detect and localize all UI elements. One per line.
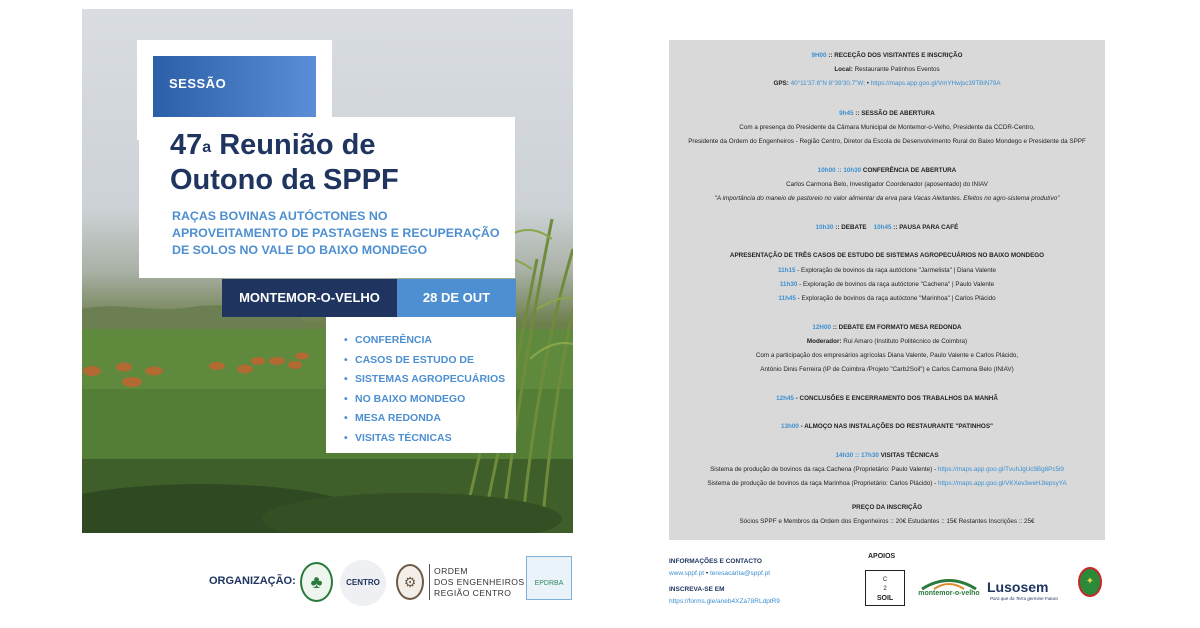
title-number: 47 — [170, 129, 203, 161]
oe-line: REGIÃO CENTRO — [434, 588, 512, 598]
oe-line: DOS ENGENHEIROS — [434, 577, 525, 587]
title-line1: Reunião de — [211, 129, 376, 161]
case-study-item: 11h30 - Exploração de bovinos da raça autóctone "Cachena" | Paulo Valente — [779, 281, 995, 288]
moderator-line: Moderador: Rui Amaro (Instituto Politécnico de Coimbra) — [806, 338, 968, 345]
opening-line: Presidente da Ordem do Engenheiros - Região Centro, Diretor da Escola de Desenvolvimento Rural do Baixo Mondego e Presidente da SPPF — [688, 138, 1086, 145]
reception-heading: 9H00 :: RECEÇÃO DOS VISITANTES E INSCRIÇÃO — [811, 52, 963, 59]
visit-item: Sistema de produção de bovinos da raça Marinhoa (Proprietário: Carlos Plácido) - https://maps.app.goo.gl/VKXev3weHJtepsyYA — [707, 480, 1067, 487]
visit-map-link[interactable]: https://maps.app.goo.gl/VKXev3weHJtepsyYA — [937, 480, 1067, 487]
subtitle-line: RAÇAS BOVINAS AUTÓCTONES NO — [172, 209, 388, 223]
title-superscript: a — [202, 139, 212, 156]
topic-item: • CASOS DE ESTUDO DE — [344, 351, 516, 371]
subtitle-line: DE SOLOS NO VALE DO BAIXO MONDEGO — [172, 243, 428, 257]
info-contact-title: INFORMAÇÕES E CONTACTO — [669, 558, 762, 565]
visit-item: Sistema de produção de bovinos da raça Cachena (Proprietário: Paulo Valente) - https://maps.app.goo.gl/TvuhJgUc9Bg8Pc5i9 — [710, 466, 1064, 473]
case-study-item: 11h15 - Exploração de bovinos da raça autóctone "Jarmelista" | Diana Valente — [777, 267, 997, 274]
lusosem-tagline: Para que da Terra germine Futuro — [990, 596, 1058, 601]
carb-soil-text: SOIL — [876, 595, 894, 602]
centro-logo: CENTRO — [340, 560, 386, 606]
visit-map-link[interactable]: https://maps.app.goo.gl/TvuhJgUc9Bg8Pc5i9 — [937, 466, 1064, 473]
case-studies-heading: APRESENTAÇÃO DE TRÊS CASOS DE ESTUDO DE SISTEMAS AGROPECUÁRIOS NO BAIXO MONDEGO — [729, 252, 1045, 259]
date-badge: 28 DE OUT — [397, 279, 516, 317]
case-study-item: 11h45 - Exploração de bovinos da raça autóctone "Marinhoa" | Carlos Plácido — [778, 295, 996, 302]
topic-item: • VISITAS TÉCNICAS — [344, 429, 516, 449]
register-title: INSCREVA-SE EM — [669, 586, 725, 593]
email-link[interactable]: teresacarita@sppf.pt — [709, 570, 771, 577]
conclusions-heading: 12h45 - CONCLUSÕES E ENCERRAMENTO DOS TRABALHOS DA MANHÃ — [776, 395, 998, 402]
conference-quote: "A importância do maneio de pastoreio no valor alimentar da erva para Vacas Aleitantes. Efeitos no agro-sistema produtivo" — [714, 195, 1060, 202]
opening-heading: 9h45 :: SESSÃO DE ABERTURA — [839, 110, 935, 117]
montemor-text: montemor-o-velho — [918, 590, 980, 597]
carb2soil-logo — [865, 570, 905, 606]
visits-heading: 14h30 :: 17h30 VISITAS TÉCNICAS — [835, 452, 939, 459]
participants-line: António Dinis Ferreira (IP de Coimbra /Projeto "Carb2Soil") e Carlos Carmona Belo (INIAV) — [760, 366, 1014, 373]
oe-line: ORDEM — [434, 566, 468, 576]
reception-location: Local: Restaurante Patinhos Eventos — [834, 66, 940, 73]
ordem-engenheiros-text — [434, 566, 525, 599]
subtitle-line: APROVEITAMENTO DE PASTAGENS E RECUPERAÇÃO — [172, 226, 500, 240]
topics-list — [326, 317, 516, 453]
gps-map-link[interactable]: https://maps.app.goo.gl/VmYHwjsc39TBiN79A — [870, 80, 1001, 87]
price-heading: PREÇO DA INSCRIÇÃO — [851, 504, 923, 511]
contact-links: www.sppf.pt • teresacarita@sppf.pt — [669, 570, 771, 577]
organization-label: ORGANIZAÇÃO: — [209, 575, 296, 587]
participants-line: Com a participação dos empresários agrícolas Diana Valente, Paulo Valente e Carlos Plácido, — [755, 352, 1019, 359]
session-label: SESSÃO — [153, 56, 316, 117]
program-panel — [669, 40, 1105, 540]
location-badge: MONTEMOR-O-VELHO — [222, 279, 397, 317]
topic-item: • CONFERÊNCIA — [344, 331, 516, 351]
opening-line: Com a presença do Presidente da Câmara Municipal de Montemor-o-Velho, Presidente da CCDR-Centro, — [739, 124, 1035, 131]
topic-item: • SISTEMAS AGROPECUÁRIOS — [344, 370, 516, 390]
topic-item: • MESA REDONDA — [344, 409, 516, 429]
lusosem-logo: Lusosem — [987, 579, 1049, 595]
logo-divider — [429, 564, 430, 600]
ordem-engenheiros-crest-icon: ⚙ — [396, 564, 424, 600]
register-link[interactable]: https://forms.gle/aneb4XZa78RLdptR9 — [669, 598, 780, 605]
sponsors-title: APOIOS — [868, 553, 896, 560]
debate-break-line: 10h30 :: DEBATE 10h45 :: PAUSA PARA CAFÉ — [815, 224, 959, 231]
round-table-heading: 12H00 :: DEBATE EM FORMATO MESA REDONDA — [812, 324, 962, 331]
conference-heading: 10h00 :: 10h30 CONFERÊNCIA DE ABERTURA — [817, 167, 957, 174]
carb-line: 2 — [883, 586, 887, 592]
price-line: Sócios SPPF e Membros da Ordem dos Engenheiros :: 20€ Estudantes :: 15€ Restantes Inscrições :: 25€ — [739, 518, 1035, 525]
montemor-logo — [914, 576, 984, 604]
reception-gps: GPS: 40°11'37.6"N 8°39'30.7"W; • https://maps.app.goo.gl/VmYHwjsc39TBiN79A — [773, 80, 1001, 87]
municipal-crest-icon: ✦ — [1078, 567, 1102, 597]
title-line2: Outono da SPPF — [170, 164, 399, 196]
poster-subtitle — [172, 208, 512, 259]
lunch-heading: 13h00 - ALMOÇO NAS INSTALAÇÕES DO RESTAURANTE "PATINHOS" — [780, 423, 994, 430]
poster-title — [170, 128, 510, 198]
event-poster — [82, 9, 573, 533]
topic-item: • NO BAIXO MONDEGO — [344, 390, 516, 410]
conference-speaker: Carlos Carmona Belo, Investigador Coordenador (aposentado) do INIAV — [786, 181, 988, 188]
website-link[interactable]: www.sppf.pt — [669, 570, 705, 577]
sppf-logo: ♣ — [300, 562, 333, 602]
epdrba-logo: EPDRBA — [526, 556, 572, 600]
montemor-arc-icon — [914, 576, 984, 590]
carb-line: C — [882, 577, 888, 583]
